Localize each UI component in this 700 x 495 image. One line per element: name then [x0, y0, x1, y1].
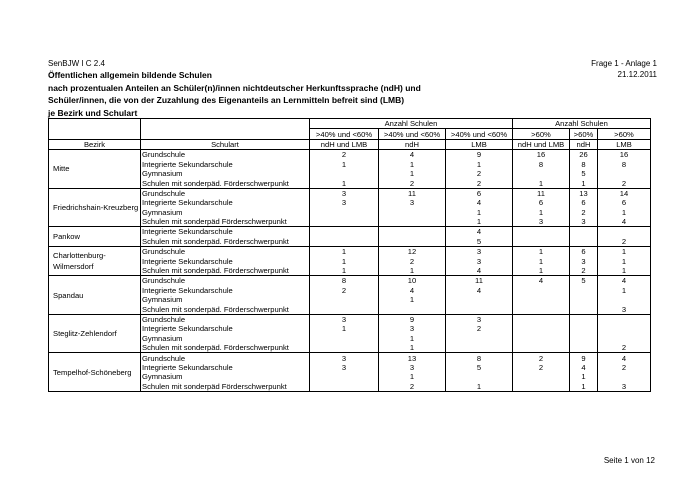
col-header: >40% und <60% — [310, 129, 379, 139]
value-cell: 9 — [570, 353, 598, 363]
value-cell: 8 — [513, 160, 570, 169]
value-cell: 26 — [570, 150, 598, 160]
value-cell: 3 — [379, 324, 446, 333]
document-reference — [591, 59, 657, 80]
value-cell: 8 — [446, 353, 513, 363]
value-cell: 1 — [379, 169, 446, 178]
value-cell: 2 — [570, 208, 598, 217]
col-header: >60% — [598, 129, 651, 139]
value-cell: 4 — [446, 286, 513, 295]
value-cell: 1 — [310, 247, 379, 257]
value-cell: 4 — [446, 266, 513, 276]
schulart-cell: Integrierte Sekundarschule — [141, 198, 310, 207]
frage-label: Frage 1 - Anlage 1 — [591, 59, 657, 68]
schulart-cell: Grundschule — [141, 276, 310, 286]
value-cell: 4 — [570, 363, 598, 372]
value-cell: 5 — [446, 237, 513, 247]
value-cell: 3 — [570, 256, 598, 265]
value-cell — [379, 217, 446, 227]
value-cell: 3 — [513, 217, 570, 227]
bezirk-cell: Charlottenburg-Wilmersdorf — [49, 247, 141, 276]
value-cell: 3 — [310, 198, 379, 207]
value-cell — [598, 314, 651, 324]
schulart-cell: Integrierte Sekundarschule — [141, 256, 310, 265]
value-cell — [310, 382, 379, 392]
table-row — [49, 247, 651, 257]
col-header-schulart: Schulart — [141, 139, 310, 149]
document-code: SenBJW I C 2.4 — [48, 59, 105, 68]
value-cell — [513, 334, 570, 343]
col-header: >40% und <60% — [379, 129, 446, 139]
value-cell: 1 — [379, 343, 446, 353]
schulart-cell: Integrierte Sekundarschule — [141, 286, 310, 295]
value-cell: 1 — [570, 178, 598, 188]
value-cell: 11 — [513, 188, 570, 198]
value-cell: 1 — [379, 334, 446, 343]
value-cell: 8 — [570, 160, 598, 169]
value-cell: 10 — [379, 276, 446, 286]
value-cell: 1 — [513, 178, 570, 188]
value-cell: 2 — [310, 286, 379, 295]
bezirk-cell: Tempelhof-Schöneberg — [49, 353, 141, 392]
value-cell — [570, 227, 598, 237]
schulart-cell: Grundschule — [141, 150, 310, 160]
value-cell: 2 — [446, 169, 513, 178]
value-cell: 2 — [598, 343, 651, 353]
value-cell: 2 — [513, 363, 570, 372]
value-cell: 6 — [570, 247, 598, 257]
schulart-cell: Schulen mit sonderpäd. Förderschwerpunkt — [141, 343, 310, 353]
col-header-bezirk: Bezirk — [49, 139, 141, 149]
value-cell: 1 — [446, 382, 513, 392]
value-cell: 1 — [379, 160, 446, 169]
value-cell: 1 — [513, 256, 570, 265]
title-line: nach prozentualen Anteilen an Schüler(n)/innen nichtdeutscher Herkunftssprache (ndH) und — [48, 82, 421, 93]
value-cell — [570, 314, 598, 324]
table-row — [49, 276, 651, 286]
value-cell — [513, 169, 570, 178]
value-cell — [513, 227, 570, 237]
value-cell: 3 — [598, 382, 651, 392]
value-cell: 2 — [598, 237, 651, 247]
value-cell — [598, 324, 651, 333]
value-cell — [513, 314, 570, 324]
value-cell: 1 — [310, 266, 379, 276]
value-cell — [570, 304, 598, 314]
value-cell: 4 — [379, 286, 446, 295]
schulart-cell: Gymnasium — [141, 372, 310, 381]
value-cell: 1 — [379, 295, 446, 304]
group-header-60: Anzahl Schulen — [513, 119, 651, 129]
value-cell: 2 — [446, 324, 513, 333]
value-cell: 3 — [446, 247, 513, 257]
value-cell: 3 — [310, 363, 379, 372]
value-cell — [446, 343, 513, 353]
schulart-cell: Grundschule — [141, 314, 310, 324]
value-cell: 5 — [570, 169, 598, 178]
header-spacer — [141, 119, 310, 129]
value-cell: 1 — [598, 208, 651, 217]
value-cell: 2 — [598, 178, 651, 188]
value-cell: 11 — [446, 276, 513, 286]
page-number: Seite 1 von 12 — [603, 456, 655, 465]
value-cell — [310, 343, 379, 353]
value-cell: 3 — [570, 217, 598, 227]
value-cell: 1 — [513, 266, 570, 276]
value-cell — [513, 324, 570, 333]
value-cell — [310, 334, 379, 343]
bezirk-cell: Mitte — [49, 150, 141, 189]
col-header: LMB — [446, 139, 513, 149]
schulart-cell: Gymnasium — [141, 334, 310, 343]
value-cell: 6 — [446, 188, 513, 198]
title-line: je Bezirk und Schulart — [48, 107, 138, 118]
value-cell: 4 — [513, 276, 570, 286]
value-cell: 12 — [379, 247, 446, 257]
schulart-cell: Integrierte Sekundarschule — [141, 363, 310, 372]
schulart-cell: Integrierte Sekundarschule — [141, 324, 310, 333]
value-cell: 13 — [570, 188, 598, 198]
schulart-cell: Integrierte Sekundarschule — [141, 227, 310, 237]
value-cell: 6 — [513, 198, 570, 207]
document-title — [48, 69, 421, 119]
value-cell: 4 — [598, 353, 651, 363]
value-cell: 3 — [379, 198, 446, 207]
schulart-cell: Grundschule — [141, 353, 310, 363]
value-cell: 1 — [598, 256, 651, 265]
value-cell: 1 — [446, 160, 513, 169]
value-cell: 9 — [379, 314, 446, 324]
value-cell: 8 — [598, 160, 651, 169]
col-header: ndH — [570, 139, 598, 149]
value-cell: 3 — [446, 314, 513, 324]
value-cell: 1 — [570, 382, 598, 392]
value-cell: 16 — [513, 150, 570, 160]
schulart-cell: Schulen mit sonderpäd Förderschwerpunkt — [141, 382, 310, 392]
value-cell — [446, 334, 513, 343]
value-cell: 1 — [379, 266, 446, 276]
document-date: 21.12.2011 — [617, 69, 657, 79]
header-spacer — [49, 129, 141, 139]
schulart-cell: Schulen mit sonderpäd. Förderschwerpunkt — [141, 237, 310, 247]
schulart-cell: Gymnasium — [141, 169, 310, 178]
table-row — [49, 188, 651, 198]
value-cell: 9 — [446, 150, 513, 160]
value-cell: 3 — [310, 353, 379, 363]
value-cell: 2 — [379, 178, 446, 188]
value-cell: 3 — [379, 363, 446, 372]
col-header: ndH und LMB — [310, 139, 379, 149]
value-cell: 3 — [598, 304, 651, 314]
col-header: >40% und <60% — [446, 129, 513, 139]
value-cell: 2 — [598, 363, 651, 372]
title-line: Öffentlichen allgemein bildende Schulen — [48, 70, 212, 80]
value-cell — [310, 227, 379, 237]
value-cell: 5 — [446, 363, 513, 372]
value-cell: 4 — [598, 217, 651, 227]
value-cell — [513, 237, 570, 247]
bezirk-cell: Steglitz-Zehlendorf — [49, 314, 141, 353]
value-cell — [570, 324, 598, 333]
value-cell — [379, 304, 446, 314]
schulart-cell: Schulen mit sonderpäd Förderschwerpunkt — [141, 217, 310, 227]
table-row — [49, 227, 651, 237]
value-cell: 2 — [379, 256, 446, 265]
value-cell — [310, 237, 379, 247]
value-cell — [310, 295, 379, 304]
value-cell — [513, 372, 570, 381]
value-cell — [598, 227, 651, 237]
value-cell: 1 — [446, 208, 513, 217]
value-cell: 1 — [598, 286, 651, 295]
value-cell — [310, 217, 379, 227]
schulart-cell: Gymnasium — [141, 208, 310, 217]
col-header: >60% — [570, 129, 598, 139]
value-cell — [310, 169, 379, 178]
value-cell — [446, 304, 513, 314]
value-cell: 1 — [310, 256, 379, 265]
schulart-cell: Gymnasium — [141, 295, 310, 304]
header-spacer — [141, 129, 310, 139]
value-cell: 14 — [598, 188, 651, 198]
value-cell — [570, 334, 598, 343]
col-header: ndH — [379, 139, 446, 149]
value-cell: 3 — [310, 314, 379, 324]
value-cell: 1 — [310, 324, 379, 333]
value-cell: 3 — [446, 256, 513, 265]
value-cell — [513, 286, 570, 295]
col-header: >60% — [513, 129, 570, 139]
bezirk-cell: Pankow — [49, 227, 141, 247]
value-cell: 1 — [310, 160, 379, 169]
value-cell: 4 — [598, 276, 651, 286]
value-cell — [598, 372, 651, 381]
col-header: ndH und LMB — [513, 139, 570, 149]
value-cell: 2 — [310, 150, 379, 160]
value-cell — [598, 169, 651, 178]
value-cell: 8 — [310, 276, 379, 286]
value-cell: 1 — [379, 372, 446, 381]
document-header — [48, 59, 421, 119]
value-cell: 1 — [310, 178, 379, 188]
value-cell — [310, 372, 379, 381]
value-cell — [570, 237, 598, 247]
value-cell: 1 — [598, 266, 651, 276]
value-cell: 2 — [570, 266, 598, 276]
value-cell: 1 — [570, 372, 598, 381]
value-cell: 1 — [513, 247, 570, 257]
value-cell — [310, 304, 379, 314]
value-cell — [379, 237, 446, 247]
value-cell — [446, 372, 513, 381]
value-cell — [570, 295, 598, 304]
value-cell: 1 — [598, 247, 651, 257]
value-cell — [513, 304, 570, 314]
table-row — [49, 314, 651, 324]
title-line: Schüler/innen, die von der Zuzahlung des Eigenanteils an Lernmitteln befreit sind (LMB) — [48, 95, 405, 105]
schulart-cell: Grundschule — [141, 188, 310, 198]
schulart-cell: Schulen mit sonderpäd. Förderschwerpunkt — [141, 304, 310, 314]
value-cell — [310, 208, 379, 217]
value-cell: 4 — [446, 198, 513, 207]
value-cell: 11 — [379, 188, 446, 198]
value-cell: 16 — [598, 150, 651, 160]
bezirk-cell: Spandau — [49, 276, 141, 315]
value-cell: 2 — [446, 178, 513, 188]
schulart-cell: Integrierte Sekundarschule — [141, 160, 310, 169]
value-cell — [570, 343, 598, 353]
value-cell: 2 — [379, 382, 446, 392]
value-cell: 6 — [570, 198, 598, 207]
value-cell — [379, 208, 446, 217]
value-cell: 13 — [379, 353, 446, 363]
schulart-cell: Schulen mit sonderpäd. Förderschwerpunkt — [141, 266, 310, 276]
value-cell — [513, 343, 570, 353]
schools-table — [48, 118, 651, 392]
schulart-cell: Grundschule — [141, 247, 310, 257]
table-row — [49, 150, 651, 160]
bezirk-cell: Friedrichshain-Kreuzberg — [49, 188, 141, 227]
value-cell: 4 — [446, 227, 513, 237]
value-cell — [446, 295, 513, 304]
value-cell: 2 — [513, 353, 570, 363]
value-cell: 1 — [513, 208, 570, 217]
value-cell — [513, 295, 570, 304]
value-cell — [513, 382, 570, 392]
value-cell: 4 — [379, 150, 446, 160]
group-header-40-60: Anzahl Schulen — [310, 119, 513, 129]
value-cell: 5 — [570, 276, 598, 286]
header-spacer — [49, 119, 141, 129]
value-cell — [598, 334, 651, 343]
value-cell: 3 — [310, 188, 379, 198]
value-cell — [379, 227, 446, 237]
schulart-cell: Schulen mit sonderpäd. Förderschwerpunkt — [141, 178, 310, 188]
value-cell: 6 — [598, 198, 651, 207]
value-cell: 1 — [446, 217, 513, 227]
value-cell — [598, 295, 651, 304]
value-cell — [570, 286, 598, 295]
col-header: LMB — [598, 139, 651, 149]
table-row — [49, 353, 651, 363]
